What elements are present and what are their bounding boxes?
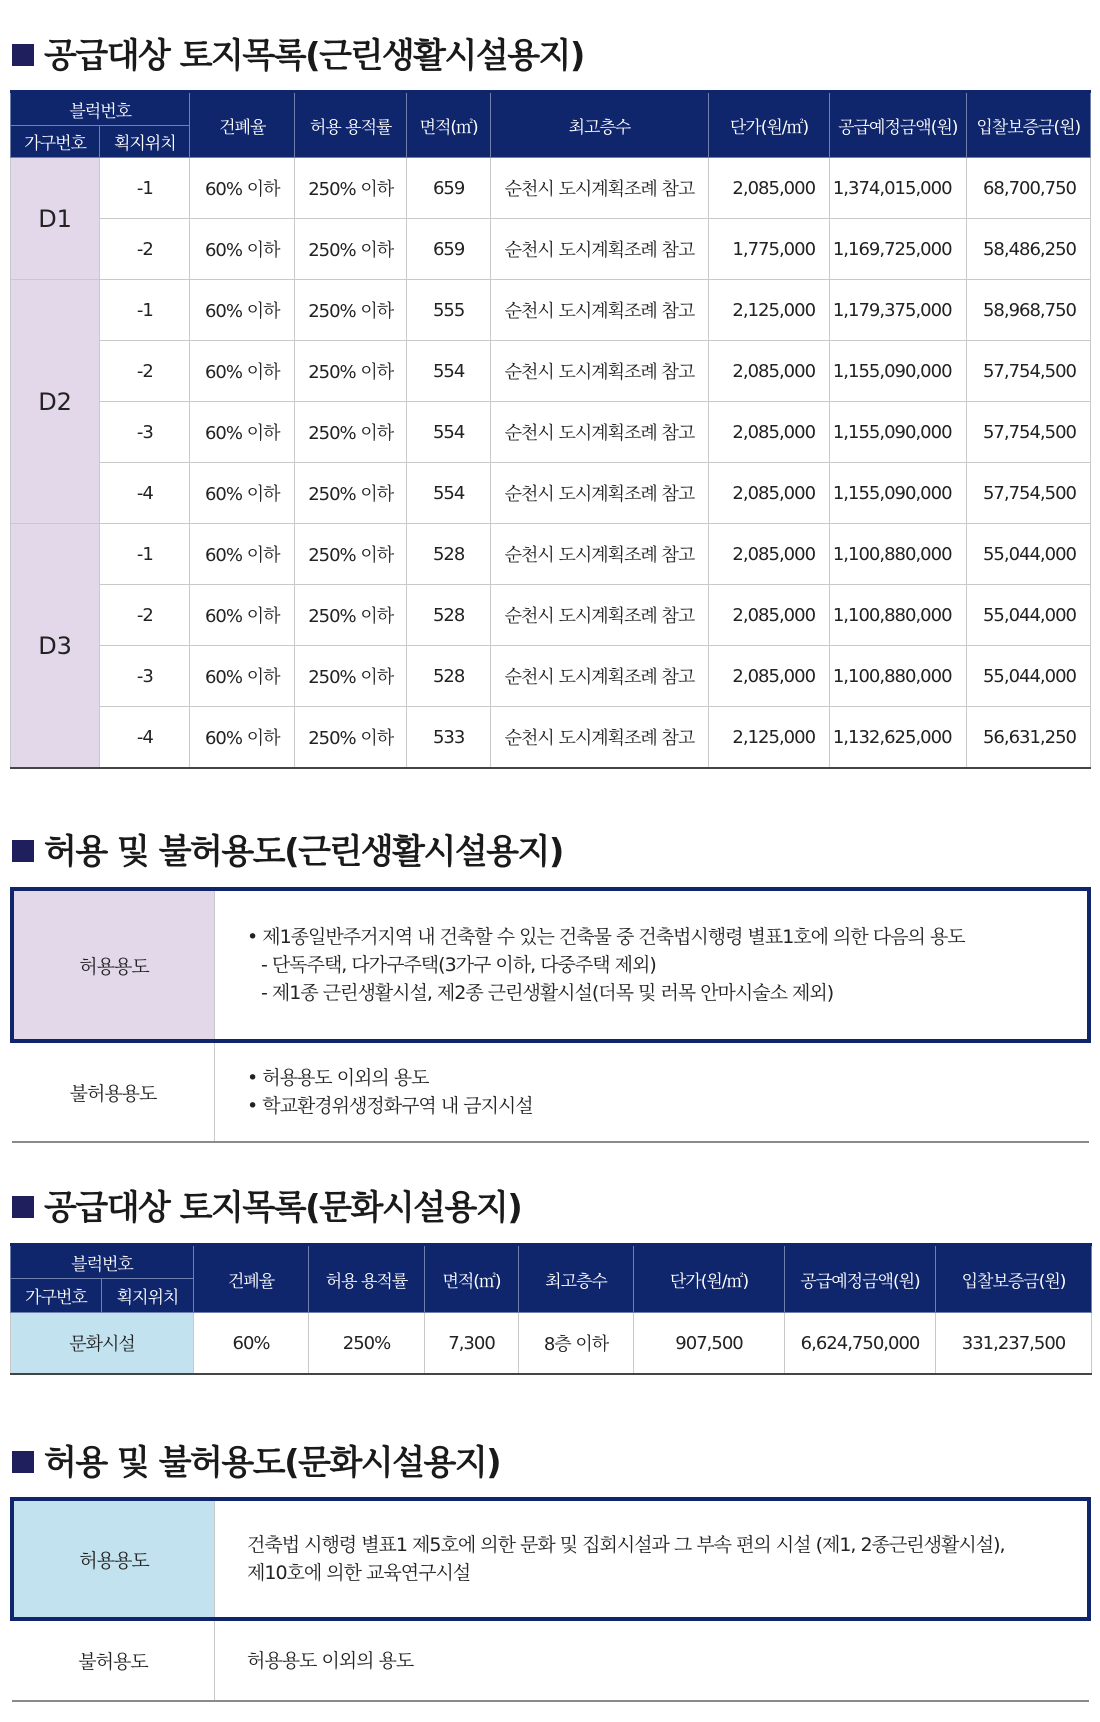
coverage-cell: 60% 이하	[190, 463, 295, 524]
max-floors-cell: 순천시 도시계획조례 참고	[490, 707, 708, 769]
area-cell: 555	[407, 280, 491, 341]
supply-price-cell: 1,155,090,000	[830, 402, 967, 463]
area-cell: 554	[407, 341, 491, 402]
deposit-cell: 55,044,000	[966, 524, 1090, 585]
lot-position-cell: -2	[100, 219, 190, 280]
section-title-neighborhood-lots	[12, 36, 584, 76]
header-supply-price: 공급예정금액(원)	[830, 92, 967, 158]
header-block-no: 블럭번호	[11, 92, 190, 126]
deposit-cell: 57,754,500	[966, 341, 1090, 402]
far-cell: 250% 이하	[295, 341, 407, 402]
coverage-cell: 60% 이하	[190, 341, 295, 402]
table-row	[11, 341, 1091, 402]
unit-price-cell: 2,085,000	[708, 524, 829, 585]
table-row	[11, 402, 1091, 463]
table-row	[11, 1313, 1092, 1375]
allowed-use-line: - 단독주택, 다가구주택(3가구 이하, 다중주택 제외)	[261, 954, 656, 976]
far-cell: 250%	[309, 1313, 425, 1375]
block-cell: D2	[11, 280, 100, 524]
allowed-use-label: 허용용도	[12, 889, 215, 1041]
deposit-cell: 55,044,000	[966, 585, 1090, 646]
coverage-cell: 60% 이하	[190, 585, 295, 646]
supply-price-cell: 1,100,880,000	[830, 524, 967, 585]
denied-use-content	[215, 1619, 1090, 1701]
header-family-no: 가구번호	[11, 1279, 102, 1313]
section-title-cultural-lots	[12, 1188, 521, 1228]
max-floors-cell: 순천시 도시계획조례 참고	[490, 585, 708, 646]
area-cell: 554	[407, 402, 491, 463]
unit-price-cell: 2,125,000	[708, 707, 829, 769]
coverage-cell: 60%	[194, 1313, 309, 1375]
unit-price-cell: 2,085,000	[708, 158, 829, 219]
neighborhood-use-table	[10, 887, 1091, 1143]
coverage-cell: 60% 이하	[190, 402, 295, 463]
table-row	[11, 524, 1091, 585]
lot-position-cell: -4	[100, 463, 190, 524]
far-cell: 250% 이하	[295, 402, 407, 463]
denied-use-content	[215, 1041, 1090, 1142]
denied-use-line: • 학교환경위생정화구역 내 금지시설	[247, 1095, 533, 1117]
far-cell: 250% 이하	[295, 585, 407, 646]
unit-price-cell: 1,775,000	[708, 219, 829, 280]
denied-use-line: 허용용도 이외의 용도	[247, 1649, 414, 1672]
supply-price-cell: 1,374,015,000	[830, 158, 967, 219]
header-lot-position: 획지위치	[102, 1279, 194, 1313]
allowed-use-line: - 제1종 근린생활시설, 제2종 근린생활시설(더목 및 러목 안마시술소 제외)	[261, 982, 834, 1004]
cultural-lot-table	[10, 1243, 1092, 1375]
coverage-cell: 60% 이하	[190, 524, 295, 585]
area-cell: 7,300	[425, 1313, 519, 1375]
table-row	[11, 646, 1091, 707]
supply-price-cell: 1,100,880,000	[830, 585, 967, 646]
far-cell: 250% 이하	[295, 219, 407, 280]
area-cell: 533	[407, 707, 491, 769]
coverage-cell: 60% 이하	[190, 219, 295, 280]
header-unit-price: 단가(원/㎡)	[708, 92, 829, 158]
header-block-no: 블럭번호	[11, 1245, 194, 1279]
area-cell: 528	[407, 646, 491, 707]
table-row	[11, 463, 1091, 524]
coverage-cell: 60% 이하	[190, 158, 295, 219]
supply-price-cell: 1,169,725,000	[830, 219, 967, 280]
max-floors-cell: 순천시 도시계획조례 참고	[490, 646, 708, 707]
section-title-neighborhood-uses	[12, 832, 563, 872]
header-unit-price: 단가(원/㎡)	[634, 1245, 785, 1313]
header-deposit: 입찰보증금(원)	[936, 1245, 1092, 1313]
deposit-cell: 57,754,500	[966, 463, 1090, 524]
denied-use-label: 불허용도	[12, 1619, 215, 1701]
lot-position-cell: -3	[100, 402, 190, 463]
lot-position-cell: -4	[100, 707, 190, 769]
max-floors-cell: 순천시 도시계획조례 참고	[490, 463, 708, 524]
allowed-use-line: 제10호에 의한 교육연구시설	[247, 1562, 471, 1584]
coverage-cell: 60% 이하	[190, 646, 295, 707]
allowed-use-line: 건축법 시행령 별표1 제5호에 의한 문화 및 집회시설과 그 부속 편의 시설 (제1, 2종근린생활시설),	[247, 1534, 1005, 1556]
header-max-floors: 최고층수	[519, 1245, 634, 1313]
section-title-text: 공급대상 토지목록(문화시설용지)	[44, 1188, 522, 1228]
lot-position-cell: -1	[100, 280, 190, 341]
coverage-cell: 60% 이하	[190, 280, 295, 341]
header-family-no: 가구번호	[11, 126, 100, 158]
area-cell: 528	[407, 524, 491, 585]
allowed-use-row	[12, 1499, 1089, 1619]
supply-price-cell: 1,100,880,000	[830, 646, 967, 707]
area-cell: 528	[407, 585, 491, 646]
square-bullet-icon	[12, 1451, 34, 1473]
header-coverage: 건폐율	[194, 1245, 309, 1313]
unit-price-cell: 2,085,000	[708, 646, 829, 707]
deposit-cell: 58,968,750	[966, 280, 1090, 341]
max-floors-cell: 순천시 도시계획조례 참고	[490, 219, 708, 280]
neighborhood-lot-table	[10, 90, 1091, 769]
allowed-use-label: 허용용도	[12, 1499, 215, 1619]
max-floors-cell: 8층 이하	[519, 1313, 634, 1375]
supply-price-cell: 1,155,090,000	[830, 341, 967, 402]
unit-price-cell: 2,085,000	[708, 402, 829, 463]
table-row	[11, 158, 1091, 219]
table-row	[11, 707, 1091, 769]
table-row	[11, 280, 1091, 341]
max-floors-cell: 순천시 도시계획조례 참고	[490, 158, 708, 219]
lot-position-cell: -2	[100, 585, 190, 646]
section-title-text: 공급대상 토지목록(근린생활시설용지)	[44, 36, 584, 76]
supply-price-cell: 1,179,375,000	[830, 280, 967, 341]
lot-position-cell: -1	[100, 524, 190, 585]
max-floors-cell: 순천시 도시계획조례 참고	[490, 280, 708, 341]
max-floors-cell: 순천시 도시계획조례 참고	[490, 402, 708, 463]
unit-price-cell: 2,085,000	[708, 341, 829, 402]
denied-use-row	[12, 1619, 1089, 1701]
deposit-cell: 55,044,000	[966, 646, 1090, 707]
header-max-floors: 최고층수	[490, 92, 708, 158]
block-cell: D3	[11, 524, 100, 769]
deposit-cell: 331,237,500	[936, 1313, 1092, 1375]
denied-use-line: • 허용용도 이외의 용도	[247, 1067, 429, 1089]
table-row	[11, 219, 1091, 280]
supply-price-cell: 1,155,090,000	[830, 463, 967, 524]
deposit-cell: 58,486,250	[966, 219, 1090, 280]
area-cell: 554	[407, 463, 491, 524]
header-area: 면적(㎡)	[407, 92, 491, 158]
denied-use-row	[12, 1041, 1089, 1142]
supply-price-cell: 1,132,625,000	[830, 707, 967, 769]
unit-price-cell: 2,125,000	[708, 280, 829, 341]
max-floors-cell: 순천시 도시계획조례 참고	[490, 341, 708, 402]
max-floors-cell: 순천시 도시계획조례 참고	[490, 524, 708, 585]
section-title-cultural-uses	[12, 1443, 500, 1483]
header-area: 면적(㎡)	[425, 1245, 519, 1313]
section-title-text: 허용 및 불허용도(문화시설용지)	[44, 1443, 501, 1483]
far-cell: 250% 이하	[295, 463, 407, 524]
far-cell: 250% 이하	[295, 524, 407, 585]
deposit-cell: 57,754,500	[966, 402, 1090, 463]
coverage-cell: 60% 이하	[190, 707, 295, 769]
far-cell: 250% 이하	[295, 280, 407, 341]
far-cell: 250% 이하	[295, 707, 407, 769]
section-title-text: 허용 및 불허용도(근린생활시설용지)	[44, 832, 563, 872]
lot-position-cell: -1	[100, 158, 190, 219]
supply-price-cell: 6,624,750,000	[785, 1313, 936, 1375]
area-cell: 659	[407, 158, 491, 219]
square-bullet-icon	[12, 44, 34, 66]
table-row	[11, 585, 1091, 646]
facility-name-cell: 문화시설	[11, 1313, 194, 1375]
cultural-use-table	[10, 1497, 1091, 1702]
deposit-cell: 56,631,250	[966, 707, 1090, 769]
deposit-cell: 68,700,750	[966, 158, 1090, 219]
header-deposit: 입찰보증금(원)	[966, 92, 1090, 158]
allowed-use-row	[12, 889, 1089, 1041]
unit-price-cell: 2,085,000	[708, 463, 829, 524]
denied-use-label: 불허용용도	[12, 1041, 215, 1142]
header-coverage: 건폐율	[190, 92, 295, 158]
far-cell: 250% 이하	[295, 646, 407, 707]
header-far: 허용 용적률	[295, 92, 407, 158]
header-lot-position: 획지위치	[100, 126, 190, 158]
header-far: 허용 용적률	[309, 1245, 425, 1313]
area-cell: 659	[407, 219, 491, 280]
unit-price-cell: 907,500	[634, 1313, 785, 1375]
allowed-use-content	[215, 1499, 1090, 1619]
square-bullet-icon	[12, 840, 34, 862]
far-cell: 250% 이하	[295, 158, 407, 219]
lot-position-cell: -3	[100, 646, 190, 707]
header-supply-price: 공급예정금액(원)	[785, 1245, 936, 1313]
square-bullet-icon	[12, 1196, 34, 1218]
lot-position-cell: -2	[100, 341, 190, 402]
unit-price-cell: 2,085,000	[708, 585, 829, 646]
allowed-use-content	[215, 889, 1090, 1041]
block-cell: D1	[11, 158, 100, 280]
allowed-use-line: • 제1종일반주거지역 내 건축할 수 있는 건축물 중 건축법시행령 별표1호에 의한 다음의 용도	[247, 926, 965, 948]
